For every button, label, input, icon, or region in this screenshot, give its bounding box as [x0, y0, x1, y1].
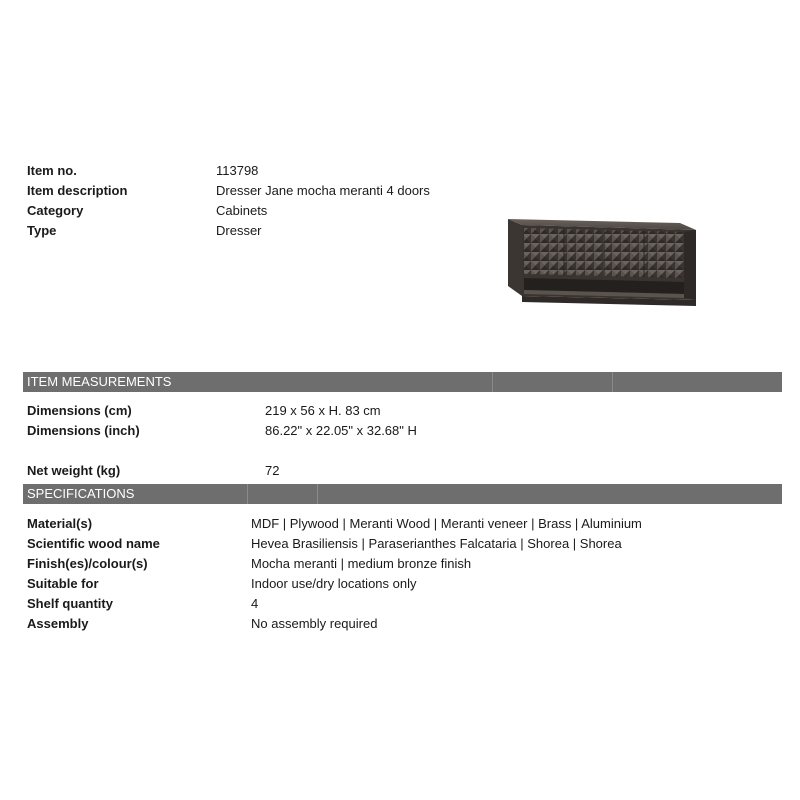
finishes-label: Finish(es)/colour(s)	[27, 556, 148, 571]
materials-value: MDF | Plywood | Meranti Wood | Meranti veneer | Brass | Aluminium	[251, 516, 642, 531]
dimensions-cm-label: Dimensions (cm)	[27, 403, 132, 418]
header-divider	[492, 372, 493, 392]
item-measurements-title: ITEM MEASUREMENTS	[27, 374, 172, 389]
assembly-value: No assembly required	[251, 616, 378, 631]
type-value: Dresser	[216, 223, 262, 238]
scientific-wood-name-label: Scientific wood name	[27, 536, 160, 551]
item-description-value: Dresser Jane mocha meranti 4 doors	[216, 183, 430, 198]
header-divider	[317, 484, 318, 504]
category-value: Cabinets	[216, 203, 268, 218]
item-no-value: 113798	[216, 163, 259, 178]
dresser-illustration	[504, 216, 700, 326]
item-no-label: Item no.	[27, 163, 77, 178]
net-weight-value: 72	[265, 463, 280, 478]
scientific-wood-name-value: Hevea Brasiliensis | Paraserianthes Falcataria | Shorea | Shorea	[251, 536, 622, 551]
item-measurements-header	[23, 372, 782, 392]
item-description-label: Item description	[27, 183, 128, 198]
suitable-for-value: Indoor use/dry locations only	[251, 576, 417, 591]
product-image	[504, 216, 700, 326]
assembly-label: Assembly	[27, 616, 89, 631]
header-divider	[247, 484, 248, 504]
net-weight-label: Net weight (kg)	[27, 463, 121, 478]
specifications-title: SPECIFICATIONS	[27, 486, 135, 501]
shelf-quantity-value: 4	[251, 596, 259, 611]
dimensions-inch-value: 86.22" x 22.05" x 32.68" H	[265, 423, 417, 438]
specifications-header	[23, 484, 782, 504]
dimensions-cm-value: 219 x 56 x H. 83 cm	[265, 403, 381, 418]
shelf-quantity-label: Shelf quantity	[27, 596, 113, 611]
finishes-value: Mocha meranti | medium bronze finish	[251, 556, 472, 571]
materials-label: Material(s)	[27, 516, 93, 531]
suitable-for-label: Suitable for	[27, 576, 99, 591]
dimensions-inch-label: Dimensions (inch)	[27, 423, 140, 438]
type-label: Type	[27, 223, 57, 238]
category-label: Category	[27, 203, 84, 218]
header-divider	[612, 372, 613, 392]
